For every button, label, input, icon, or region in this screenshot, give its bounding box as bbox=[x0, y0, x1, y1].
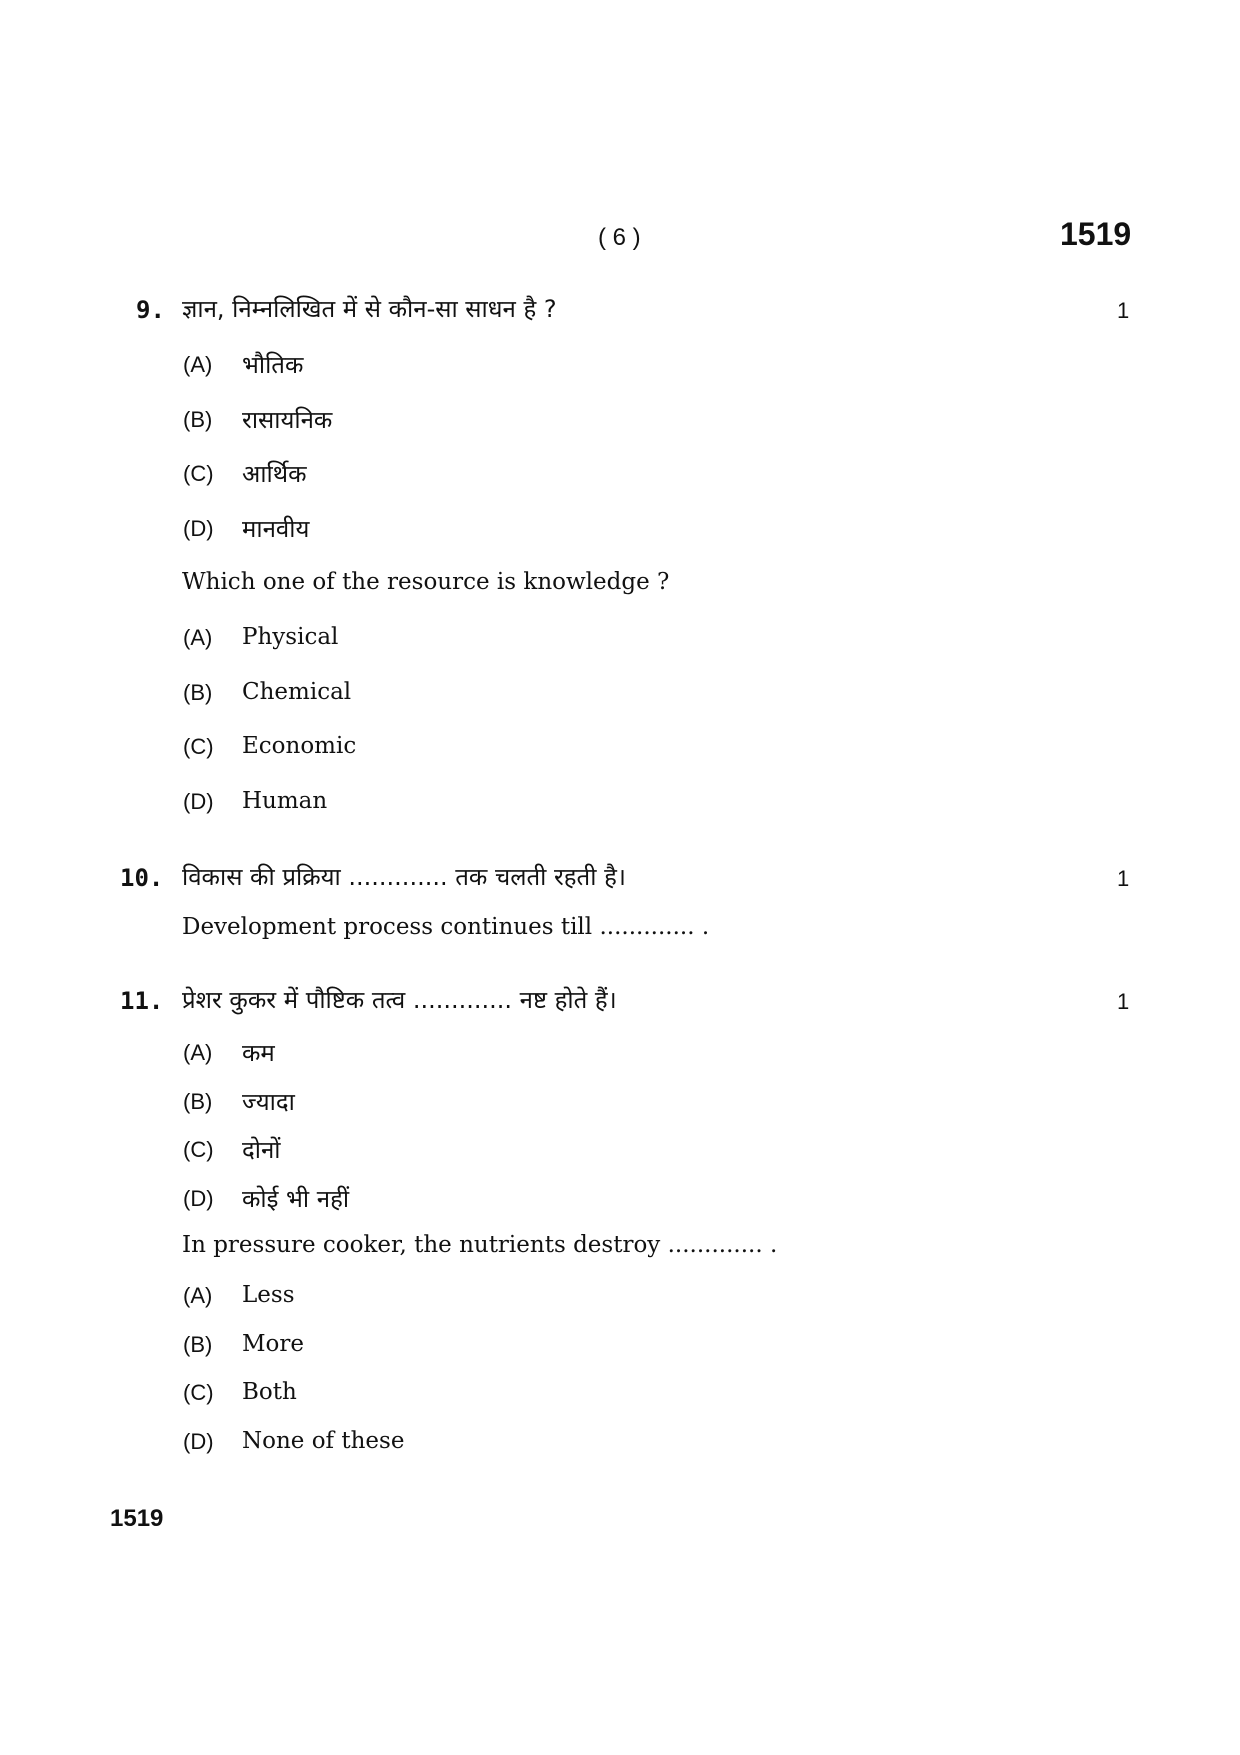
question-marks: 1 bbox=[1117, 989, 1130, 1014]
option-text-english: Both bbox=[242, 1379, 297, 1405]
option-text-english: Less bbox=[242, 1282, 295, 1308]
option-label: (C) bbox=[183, 1380, 214, 1405]
question-text-hindi: विकास की प्रक्रिया ............. तक चलती रहती है। bbox=[182, 863, 626, 891]
option-label: (B) bbox=[183, 407, 213, 432]
option-text-hindi: कोई भी नहीं bbox=[242, 1185, 350, 1213]
option-text-english: More bbox=[242, 1331, 305, 1357]
paper-code-footer: 1519 bbox=[110, 1505, 164, 1532]
option-label: (C) bbox=[183, 461, 214, 486]
question-text-english: Development process continues till ............. . bbox=[182, 914, 710, 940]
question-text-english: Which one of the resource is knowledge ? bbox=[182, 569, 670, 595]
question-marks: 1 bbox=[1117, 866, 1130, 891]
option-text-hindi: दोनों bbox=[242, 1136, 281, 1164]
question-number: 11. bbox=[120, 987, 164, 1015]
option-label: (D) bbox=[183, 1186, 214, 1211]
option-text-english: Physical bbox=[242, 624, 339, 650]
option-label: (B) bbox=[183, 680, 213, 705]
option-text-hindi: ज्यादा bbox=[242, 1088, 295, 1116]
question-marks: 1 bbox=[1117, 298, 1130, 323]
option-text-english: Human bbox=[242, 788, 328, 814]
option-label: (A) bbox=[183, 1283, 213, 1308]
question-number: 9. bbox=[136, 296, 165, 324]
option-label: (A) bbox=[183, 625, 213, 650]
paper-code-header: 1519 bbox=[1060, 216, 1132, 252]
option-label: (D) bbox=[183, 1429, 214, 1454]
option-label: (D) bbox=[183, 789, 214, 814]
question-text-english: In pressure cooker, the nutrients destroy ............. . bbox=[182, 1232, 778, 1258]
option-text-hindi: आर्थिक bbox=[242, 460, 307, 488]
option-label: (A) bbox=[183, 352, 213, 377]
option-text-hindi: रासायनिक bbox=[242, 406, 333, 434]
question-text-hindi: ज्ञान, निम्नलिखित में से कौन-सा साधन है ? bbox=[182, 295, 557, 323]
option-text-english: None of these bbox=[242, 1428, 405, 1454]
option-text-hindi: कम bbox=[242, 1039, 275, 1067]
option-text-english: Economic bbox=[242, 733, 357, 759]
option-text-hindi: भौतिक bbox=[242, 351, 304, 379]
option-label: (B) bbox=[183, 1332, 213, 1357]
option-label: (B) bbox=[183, 1089, 213, 1114]
option-label: (D) bbox=[183, 516, 214, 541]
question-text-hindi: प्रेशर कुकर में पौष्टिक तत्व ............. नष्ट होते हैं। bbox=[182, 986, 617, 1014]
question-number: 10. bbox=[120, 864, 164, 892]
option-label: (A) bbox=[183, 1040, 213, 1065]
option-text-english: Chemical bbox=[242, 679, 352, 705]
option-text-hindi: मानवीय bbox=[242, 515, 310, 543]
option-label: (C) bbox=[183, 734, 214, 759]
option-label: (C) bbox=[183, 1137, 214, 1162]
page-number: ( 6 ) bbox=[598, 224, 641, 251]
